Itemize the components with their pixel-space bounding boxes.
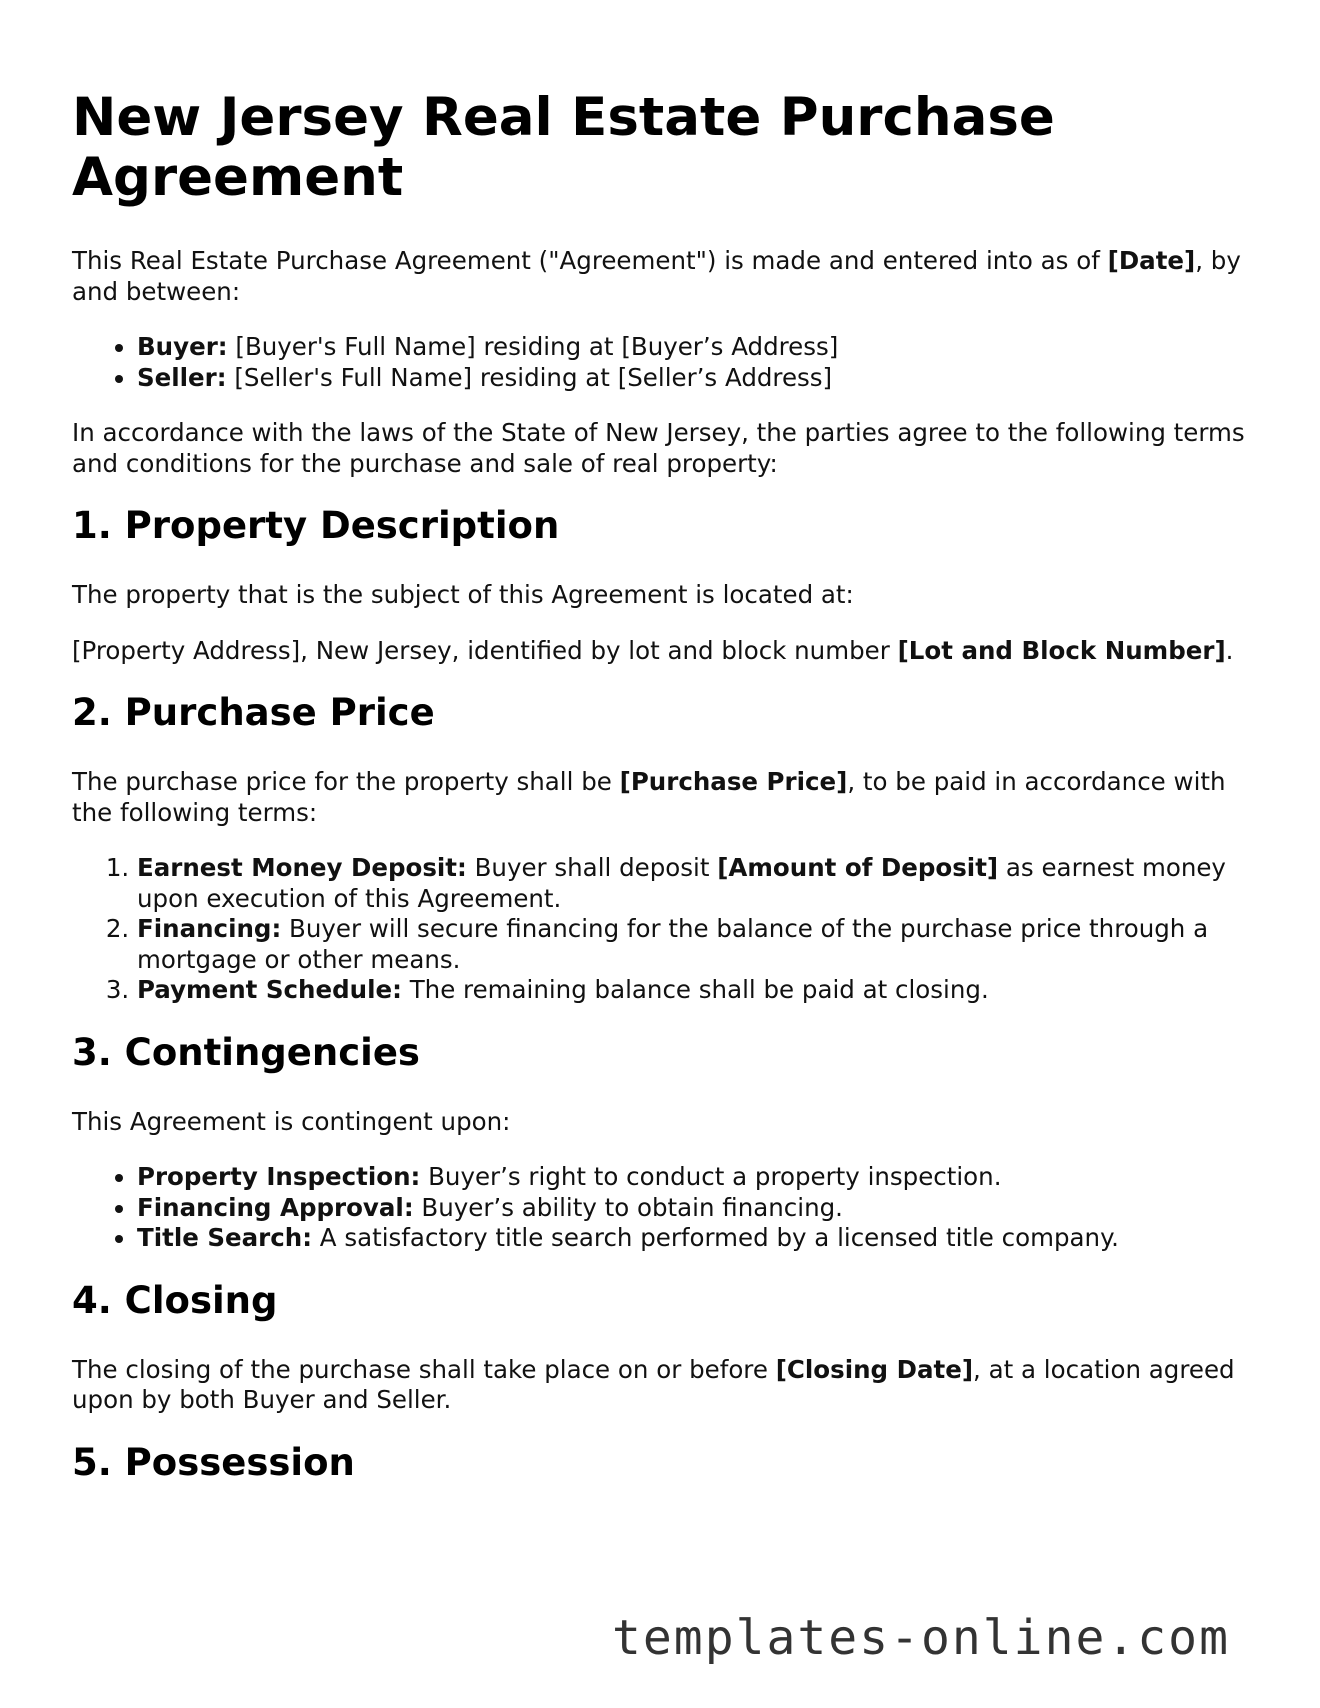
section-heading: 4. Closing bbox=[72, 1278, 278, 1322]
financing-text: Buyer will secure financing for the balance of the purchase price through a mortgage or other means. bbox=[137, 914, 1209, 974]
page-title: New Jersey Real Estate Purchase Agreement bbox=[72, 87, 1055, 208]
section-heading: 5. Possession bbox=[72, 1440, 355, 1484]
accordance-paragraph: In accordance with the laws of the State of New Jersey, the parties agree to the following terms and conditions for the purchase and sale of real property: bbox=[72, 418, 1245, 478]
section-property-description bbox=[72, 504, 1252, 666]
list-item bbox=[137, 1223, 1252, 1254]
closing-text: The closing of the purchase shall take place on or before bbox=[72, 1354, 776, 1384]
list-item bbox=[137, 1162, 1252, 1193]
purchase-price-text-after: , to be paid in accordance with the following terms: bbox=[72, 767, 1226, 827]
closing-paragraph bbox=[72, 1355, 1252, 1416]
buyer-text: [Buyer's Full Name] residing at [Buyer’s Address] bbox=[227, 332, 839, 361]
section-contingencies bbox=[72, 1031, 1252, 1254]
document-page bbox=[72, 88, 1252, 1517]
watermark: templates-online.com bbox=[612, 1610, 1230, 1666]
closing-date-placeholder: [Closing Date] bbox=[775, 1354, 974, 1384]
seller-text: [Seller's Full Name] residing at [Seller’s Address] bbox=[226, 362, 833, 392]
title-search-label: Title Search: bbox=[137, 1223, 313, 1252]
payment-terms-list bbox=[72, 853, 1252, 1006]
section-heading: 2. Purchase Price bbox=[72, 691, 435, 734]
parties-list bbox=[72, 332, 1252, 393]
list-item bbox=[137, 332, 1252, 363]
section-purchase-price bbox=[72, 691, 1252, 1006]
deposit-text-after: as earnest money upon execution of this Agreement. bbox=[137, 853, 1226, 913]
section-possession bbox=[72, 1441, 1252, 1485]
payment-schedule-text: The remaining balance shall be paid at closing. bbox=[401, 975, 989, 1004]
property-address-text: [Property Address], New Jersey, identified by lot and block number bbox=[72, 635, 898, 665]
buyer-label: Buyer: bbox=[137, 332, 228, 361]
inspection-text: Buyer’s right to conduct a property inspection. bbox=[420, 1162, 1002, 1191]
list-item bbox=[137, 363, 1252, 394]
intro-text-before: This Real Estate Purchase Agreement ("Agreement") is made and entered into as of bbox=[72, 246, 1108, 275]
financing-approval-label: Financing Approval: bbox=[137, 1192, 414, 1222]
purchase-price-text: The purchase price for the property shall be bbox=[72, 767, 620, 796]
property-address-paragraph bbox=[72, 636, 1252, 667]
contingencies-list bbox=[72, 1162, 1252, 1254]
property-location-paragraph: The property that is the subject of this Agreement is located at: bbox=[72, 580, 854, 609]
property-address-end: . bbox=[1225, 635, 1234, 665]
payment-schedule-label: Payment Schedule: bbox=[137, 975, 402, 1004]
title-search-text: A satisfactory title search performed by a licensed title company. bbox=[312, 1223, 1119, 1252]
list-item bbox=[137, 914, 1252, 975]
section-heading: 3. Contingencies bbox=[72, 1030, 420, 1074]
intro-text-after: , by and between: bbox=[72, 246, 1241, 306]
contingencies-paragraph: This Agreement is contingent upon: bbox=[72, 1106, 511, 1136]
list-item bbox=[137, 853, 1252, 914]
purchase-price-paragraph bbox=[72, 767, 1252, 828]
section-closing bbox=[72, 1279, 1252, 1416]
closing-text-after: , at a location agreed upon by both Buyer and Seller. bbox=[72, 1354, 1235, 1414]
lot-block-placeholder: [Lot and Block Number] bbox=[897, 635, 1226, 665]
financing-label: Financing: bbox=[137, 914, 282, 943]
list-item bbox=[137, 975, 1252, 1006]
purchase-price-placeholder: [Purchase Price] bbox=[619, 767, 848, 796]
deposit-text: Buyer shall deposit bbox=[466, 853, 718, 882]
seller-label: Seller: bbox=[137, 362, 227, 392]
deposit-amount-placeholder: [Amount of Deposit] bbox=[717, 853, 999, 882]
list-item bbox=[137, 1193, 1252, 1224]
inspection-label: Property Inspection: bbox=[137, 1162, 421, 1191]
date-placeholder: [Date] bbox=[1107, 246, 1196, 275]
intro-paragraph bbox=[72, 246, 1252, 307]
financing-approval-text: Buyer’s ability to obtain financing. bbox=[413, 1192, 843, 1222]
deposit-label: Earnest Money Deposit: bbox=[137, 853, 467, 882]
section-heading: 1. Property Description bbox=[72, 504, 560, 547]
